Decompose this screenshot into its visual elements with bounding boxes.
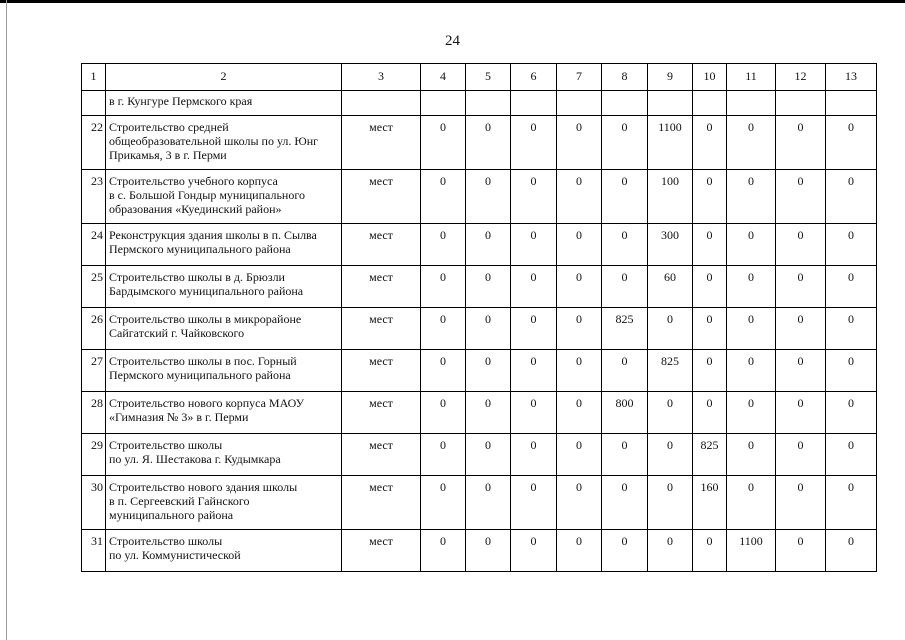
unit-cell: мест [342,392,421,434]
value-cell: 0 [648,308,693,350]
object-name-line: Строительство школы в д. Брюзли [109,270,285,284]
value-cell: 0 [602,266,648,308]
value-cell: 0 [557,308,602,350]
object-name [106,476,342,530]
value-cell: 0 [602,170,648,224]
value-cell: 0 [511,476,557,530]
value-cell: 0 [557,350,602,392]
value-cell: 0 [602,530,648,572]
value-cell [466,91,511,116]
page-number: 24 [445,33,460,49]
value-cell: 0 [511,116,557,170]
value-cell [557,91,602,116]
row-number: 25 [82,266,106,308]
row-number: 26 [82,308,106,350]
object-name [106,266,342,308]
value-cell: 60 [648,266,693,308]
column-header: 12 [776,64,826,91]
value-cell: 0 [727,434,776,476]
value-cell: 0 [602,350,648,392]
value-cell: 0 [826,476,877,530]
value-cell: 0 [557,530,602,572]
table-row [82,308,877,350]
table-body [82,64,877,572]
value-cell [421,91,466,116]
value-cell: 0 [466,224,511,266]
unit-cell: мест [342,350,421,392]
value-cell: 0 [776,530,826,572]
table-row [82,116,877,170]
value-cell: 0 [693,266,727,308]
value-cell: 0 [776,434,826,476]
value-cell: 0 [511,392,557,434]
column-header: 5 [466,64,511,91]
row-number: 24 [82,224,106,266]
value-cell: 0 [648,476,693,530]
value-cell: 825 [648,350,693,392]
value-cell [776,91,826,116]
value-cell: 0 [727,350,776,392]
value-cell: 0 [727,308,776,350]
column-header: 1 [82,64,106,91]
value-cell: 0 [826,350,877,392]
row-number: 22 [82,116,106,170]
object-name-line: Сайгатский г. Чайковского [109,326,245,340]
value-cell: 0 [421,350,466,392]
object-name [106,350,342,392]
value-cell: 0 [648,530,693,572]
column-header: 4 [421,64,466,91]
table-row [82,434,877,476]
row-number: 23 [82,170,106,224]
value-cell: 0 [466,476,511,530]
value-cell: 825 [693,434,727,476]
object-name [106,308,342,350]
value-cell: 0 [511,434,557,476]
top-border-rule [0,0,905,3]
value-cell: 0 [826,392,877,434]
value-cell: 0 [826,434,877,476]
value-cell: 0 [421,476,466,530]
value-cell: 0 [511,530,557,572]
value-cell: 0 [421,530,466,572]
value-cell: 0 [421,266,466,308]
value-cell: 0 [466,434,511,476]
value-cell: 0 [557,116,602,170]
value-cell: 0 [602,224,648,266]
value-cell [826,91,877,116]
value-cell: 0 [557,224,602,266]
value-cell: 825 [602,308,648,350]
object-name-line: Прикамья, 3 в г. Перми [109,148,227,162]
column-header: 8 [602,64,648,91]
column-header: 10 [693,64,727,91]
value-cell: 0 [421,170,466,224]
value-cell: 0 [466,350,511,392]
value-cell: 0 [421,308,466,350]
value-cell: 0 [727,224,776,266]
value-cell: 0 [602,476,648,530]
table-row [82,266,877,308]
value-cell: 0 [557,434,602,476]
unit-cell: мест [342,170,421,224]
row-number: 28 [82,392,106,434]
table-row [82,476,877,530]
row-number: 29 [82,434,106,476]
value-cell: 0 [727,116,776,170]
value-cell: 0 [826,530,877,572]
object-name-line: Реконструкция здания школы в п. Сылва [109,228,317,242]
value-cell: 0 [466,530,511,572]
value-cell: 0 [776,266,826,308]
object-name [106,116,342,170]
construction-table [81,63,877,572]
unit-cell: мест [342,530,421,572]
value-cell: 0 [727,170,776,224]
object-name-line: Строительство средней [109,120,229,134]
unit-cell: мест [342,266,421,308]
value-cell: 0 [511,308,557,350]
column-header: 13 [826,64,877,91]
value-cell: 0 [466,392,511,434]
row-number: 30 [82,476,106,530]
value-cell: 0 [693,392,727,434]
value-cell [727,91,776,116]
object-name-line: Строительство школы в микрорайоне [109,312,302,326]
table-row [82,224,877,266]
value-cell [693,91,727,116]
object-name-line: в с. Большой Гондыр муниципального [109,188,305,202]
value-cell: 0 [648,392,693,434]
object-name-line: Строительство школы [109,438,223,452]
object-name-line: Пермского муниципального района [109,242,291,256]
value-cell: 0 [557,266,602,308]
value-cell [602,91,648,116]
page-left-edge [6,0,7,640]
value-cell: 100 [648,170,693,224]
object-name [106,224,342,266]
object-name-line: Строительство школы [109,534,223,548]
unit-cell [342,91,421,116]
value-cell: 0 [421,116,466,170]
object-name-line: Строительство нового корпуса МАОУ [109,396,305,410]
column-header: 2 [106,64,342,91]
value-cell: 0 [511,266,557,308]
unit-cell: мест [342,308,421,350]
value-cell: 0 [648,434,693,476]
value-cell: 0 [421,392,466,434]
value-cell: 0 [826,170,877,224]
value-cell: 0 [511,350,557,392]
value-cell: 0 [466,308,511,350]
object-name [106,434,342,476]
value-cell: 0 [826,308,877,350]
object-name [106,392,342,434]
row-number: 27 [82,350,106,392]
column-header: 3 [342,64,421,91]
table-row [82,530,877,572]
value-cell: 0 [693,530,727,572]
value-cell: 0 [511,224,557,266]
value-cell: 0 [511,170,557,224]
value-cell: 1100 [648,116,693,170]
value-cell: 0 [421,434,466,476]
row-number [82,91,106,116]
table-row [82,170,877,224]
object-name: в г. Кунгуре Пермского края [106,91,342,116]
object-name-line: муниципального района [109,508,234,522]
value-cell: 0 [557,392,602,434]
value-cell: 0 [557,170,602,224]
value-cell: 0 [693,308,727,350]
value-cell: 0 [602,116,648,170]
object-name [106,170,342,224]
value-cell: 0 [557,476,602,530]
value-cell: 0 [693,224,727,266]
value-cell: 0 [727,392,776,434]
row-number: 31 [82,530,106,572]
value-cell: 300 [648,224,693,266]
value-cell: 1100 [727,530,776,572]
object-name-line: «Гимназия № 3» в г. Перми [109,410,249,424]
object-name-line: образования «Куединский район» [109,202,282,216]
object-name-line: Строительство нового здания школы [109,480,298,494]
value-cell: 0 [602,434,648,476]
object-name-line: в п. Сергеевский Гайнского [109,494,250,508]
table-row [82,350,877,392]
value-cell [648,91,693,116]
value-cell: 0 [727,266,776,308]
value-cell: 0 [693,350,727,392]
object-name [106,530,342,572]
value-cell [511,91,557,116]
value-cell: 0 [421,224,466,266]
value-cell: 0 [776,308,826,350]
unit-cell: мест [342,434,421,476]
value-cell: 0 [826,116,877,170]
object-name-line: по ул. Я. Шестакова г. Кудымкара [109,452,281,466]
value-cell: 0 [776,476,826,530]
column-header: 7 [557,64,602,91]
value-cell: 0 [466,170,511,224]
column-header: 9 [648,64,693,91]
value-cell: 0 [776,392,826,434]
header-row [82,64,877,91]
value-cell: 0 [776,224,826,266]
object-name-line: Строительство учебного корпуса [109,174,278,188]
value-cell: 160 [693,476,727,530]
object-name-line: Строительство школы в пос. Горный [109,354,297,368]
value-cell: 0 [776,350,826,392]
value-cell: 0 [826,224,877,266]
value-cell: 800 [602,392,648,434]
value-cell: 0 [466,116,511,170]
unit-cell: мест [342,116,421,170]
object-name-line: по ул. Коммунистической [109,548,241,562]
value-cell: 0 [776,116,826,170]
continuation-row [82,91,877,116]
object-name-line: Пермского муниципального района [109,368,291,382]
table-row [82,392,877,434]
value-cell: 0 [727,476,776,530]
object-name-line: общеобразовательной школы по ул. Юнг [109,134,319,148]
value-cell: 0 [776,170,826,224]
value-cell: 0 [693,170,727,224]
unit-cell: мест [342,476,421,530]
value-cell: 0 [466,266,511,308]
object-name-line: Бардымского муниципального района [109,284,304,298]
column-header: 6 [511,64,557,91]
column-header: 11 [727,64,776,91]
value-cell: 0 [693,116,727,170]
value-cell: 0 [826,266,877,308]
unit-cell: мест [342,224,421,266]
